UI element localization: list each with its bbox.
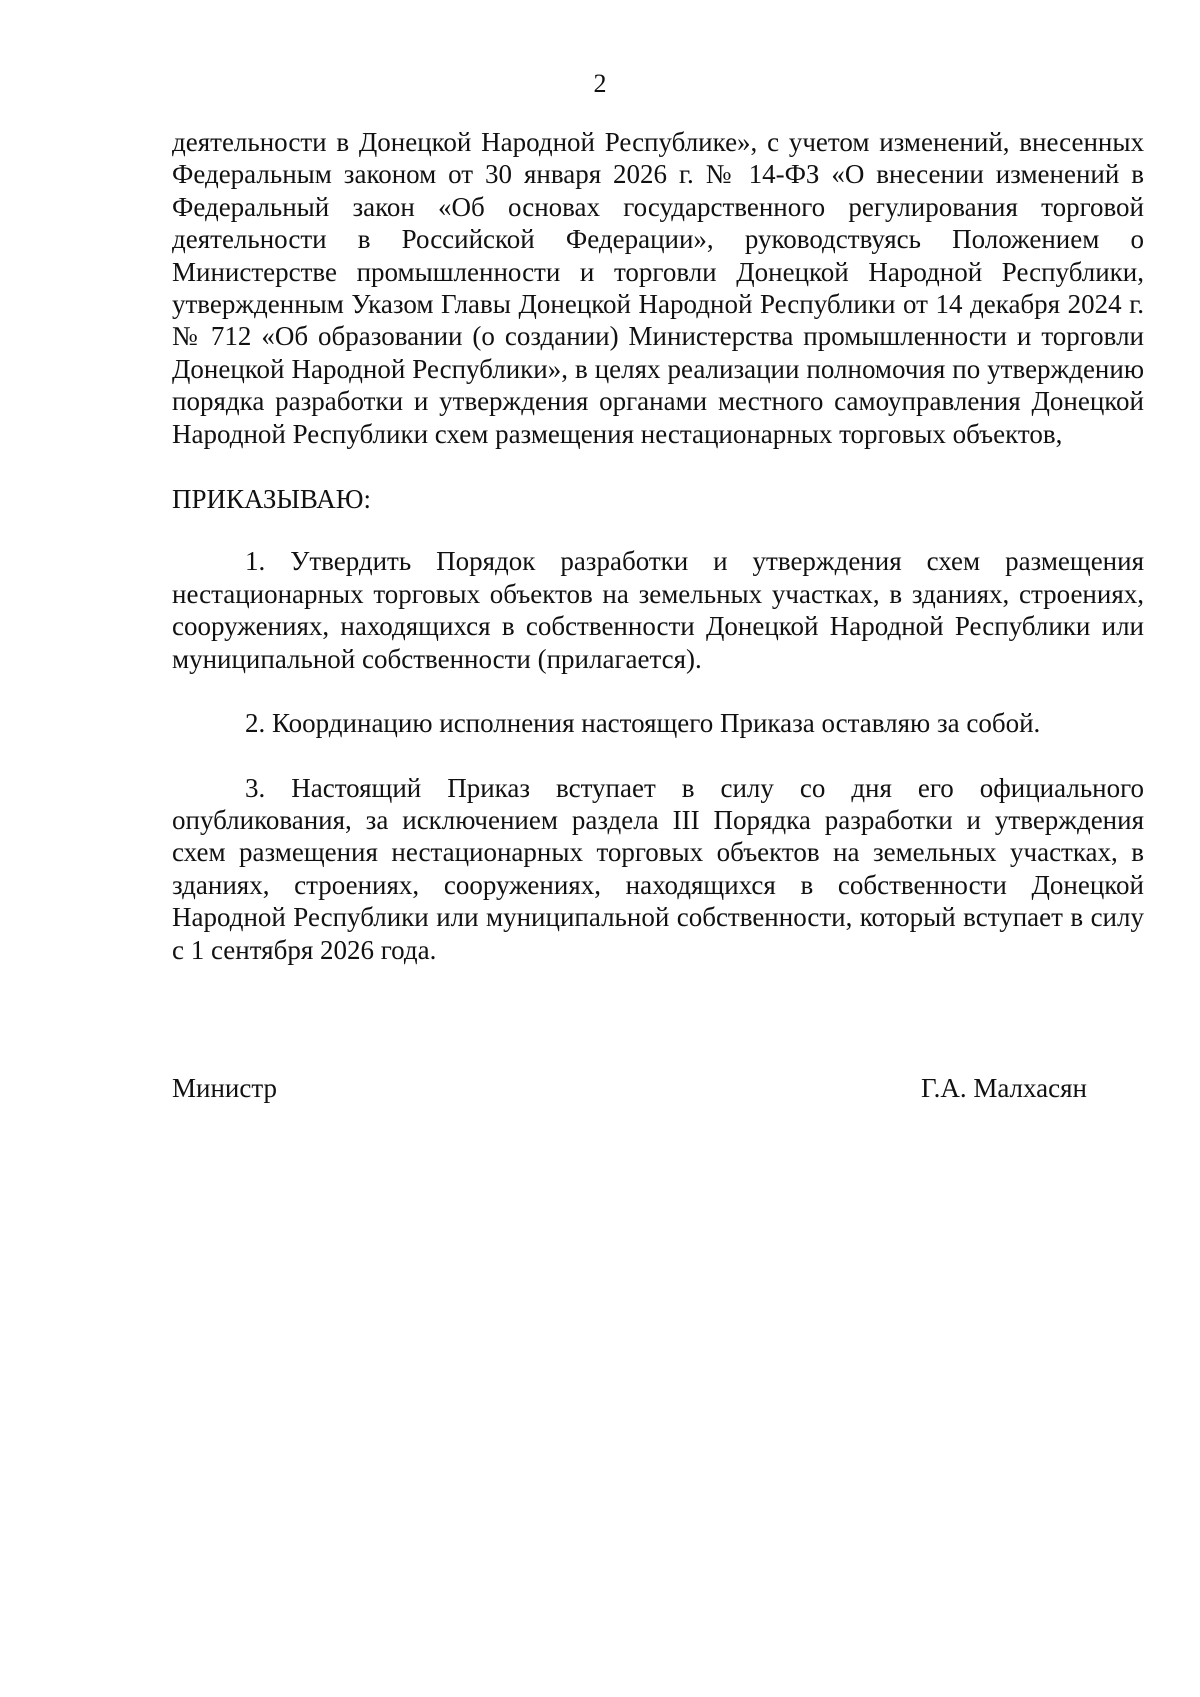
signatory-name: Г.А. Малхасян [921, 1073, 1087, 1103]
preamble-paragraph: деятельности в Донецкой Народной Республике», с учетом изменений, внесенных Федеральным законом от 30 января 2026 г. № 14-ФЗ «О внесении изменений в Федеральный закон «Об основах государственного регулирования торговой деятельности в Российской Федерации», руководствуясь Положением о Министерстве промышленности и торговли Донецкой Народной Республики, утвержденным Указом Главы Донецкой Народной Республики от 14 декабря 2024 г. № 712 «Об образовании (о создании) Министерства промышленности и торговли Донецкой Народной Республики», в целях реализации полномочия по утверждению порядка разработки и утверждения органами местного самоуправления Донецкой Народной Республики схем размещения нестационарных торговых объектов, [172, 127, 1144, 449]
order-item-1: 1. Утвердить Порядок разработки и утверждения схем размещения нестационарных торговых объектов на земельных участках, в зданиях, строениях, сооружениях, находящихся в собственности Донецкой Народной Республики или муниципальной собственности (прилагается). [172, 546, 1144, 674]
document-body [172, 126, 1144, 966]
page-number: 2 [593, 69, 607, 98]
order-item-3: 3. Настоящий Приказ вступает в силу со дня его официального опубликования, за исключением раздела III Порядка разработки и утверждения схем размещения нестационарных торговых объектов на земельных участках, в зданиях, строениях, сооружениях, находящихся в собственности Донецкой Народной Республики или муниципальной собственности, который вступает в силу с 1 сентября 2026 года. [172, 772, 1144, 965]
signature-block [172, 1071, 1087, 1105]
order-item-2: 2. Координацию исполнения настоящего Приказа оставляю за собой. [245, 708, 1041, 739]
signatory-position: Министр [172, 1073, 277, 1103]
order-heading: ПРИКАЗЫВАЮ: [172, 484, 371, 515]
